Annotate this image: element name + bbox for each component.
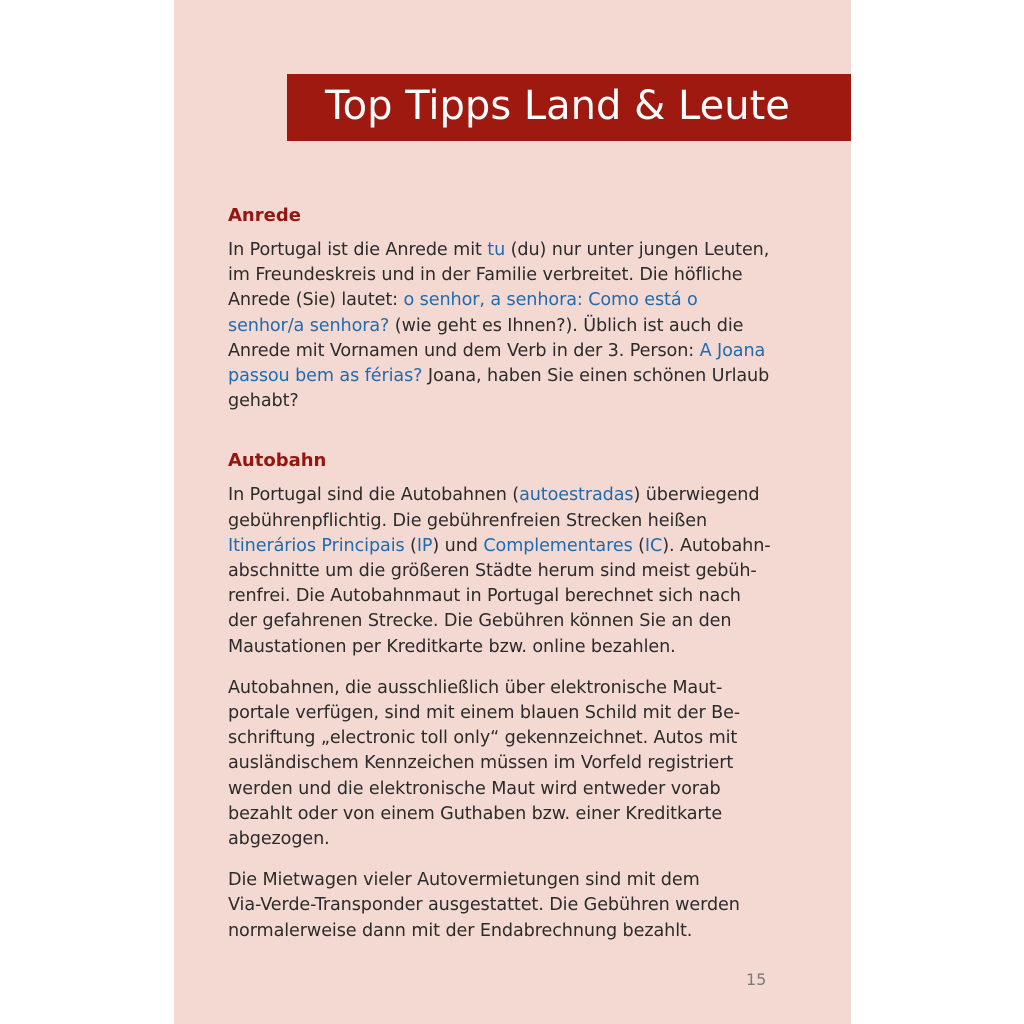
portuguese-term: tu [487,240,506,260]
text-run: (du) nur unter jungen Leuten, [505,240,770,260]
portuguese-term: IP [416,535,433,556]
text-run: abgezogen. [228,829,330,850]
portuguese-term: Itinerários Principais [228,535,405,556]
text-run: In Portugal sind die Autobahnen ( [228,485,520,506]
text-run: im Freundeskreis und in der Familie verbreitet. Die höfliche [228,265,743,286]
text-run: (wie geht es Ihnen?). Üblich ist auch die [389,315,744,336]
portuguese-term: passou bem as férias? [228,366,423,387]
text-run: normalerweise dann mit der Endabrechnung bezahlt. [228,920,693,941]
portuguese-term: IC [644,535,663,556]
text-run: ausländischem Kennzeichen müssen im Vorfeld registriert [228,753,734,774]
text-run: werden und die elektronische Maut wird entweder vorab [228,778,721,799]
text-run: Autobahnen, die ausschließlich über elektronische Maut- [228,677,723,698]
text-run: bezahlt oder von einem Guthaben bzw. einer Kreditkarte [228,803,723,824]
portuguese-term: o senhor, a senhora: Como está o [403,290,698,311]
text-run: schriftung „electronic toll only“ gekennzeichnet. Autos mit [228,728,738,749]
text-run: portale verfügen, sind mit einem blauen Schild mit der Be- [228,703,741,724]
paragraph-autobahn-2 [228,676,788,852]
page-number: 15 [746,970,767,989]
section-heading-anrede: Anrede [228,205,301,226]
portuguese-term: A Joana [699,340,766,361]
text-run: ). Autobahn- [662,535,771,556]
page-content [228,204,788,944]
text-run: ) und [432,535,484,556]
text-run: abschnitte um die größeren Städte herum sind meist gebüh- [228,561,757,582]
text-run: der gefahrenen Strecke. Die Gebühren können Sie an den [228,611,732,632]
portuguese-term: senhor/a senhora? [228,315,390,336]
paragraph-anrede [228,238,788,414]
portuguese-term: autoestradas [519,485,634,506]
section-heading-autobahn: Autobahn [228,450,327,472]
page-title: Top Tipps Land & Leute [325,83,790,129]
book-page [174,0,851,1024]
text-run: In Portugal ist die Anrede mit [228,240,488,260]
text-run: Anrede (Sie) lautet: [228,290,404,311]
text-run: Anrede mit Vornamen und dem Verb in der 3. Person: [228,340,700,361]
text-run: Maustationen per Kreditkarte bzw. online bezahlen. [228,636,676,657]
text-run: gehabt? [228,391,299,412]
paragraph-autobahn-1 [228,483,788,659]
text-run: renfrei. Die Autobahnmaut in Portugal berechnet sich nach [228,586,741,607]
text-run: ) überwiegend [633,485,760,506]
text-run: gebührenpflichtig. Die gebührenfreien Strecken heißen [228,510,708,531]
title-banner [287,74,851,141]
text-run: ( [632,535,645,556]
text-run: Joana, haben Sie einen schönen Urlaub [422,366,770,387]
text-run: Die Mietwagen vieler Autovermietungen sind mit dem [228,870,700,891]
paragraph-autobahn-3 [228,868,788,944]
portuguese-term: Complementares [483,535,633,556]
text-run: Via-Verde-Transponder ausgestattet. Die Gebühren werden [228,895,740,916]
text-run: ( [404,535,417,556]
